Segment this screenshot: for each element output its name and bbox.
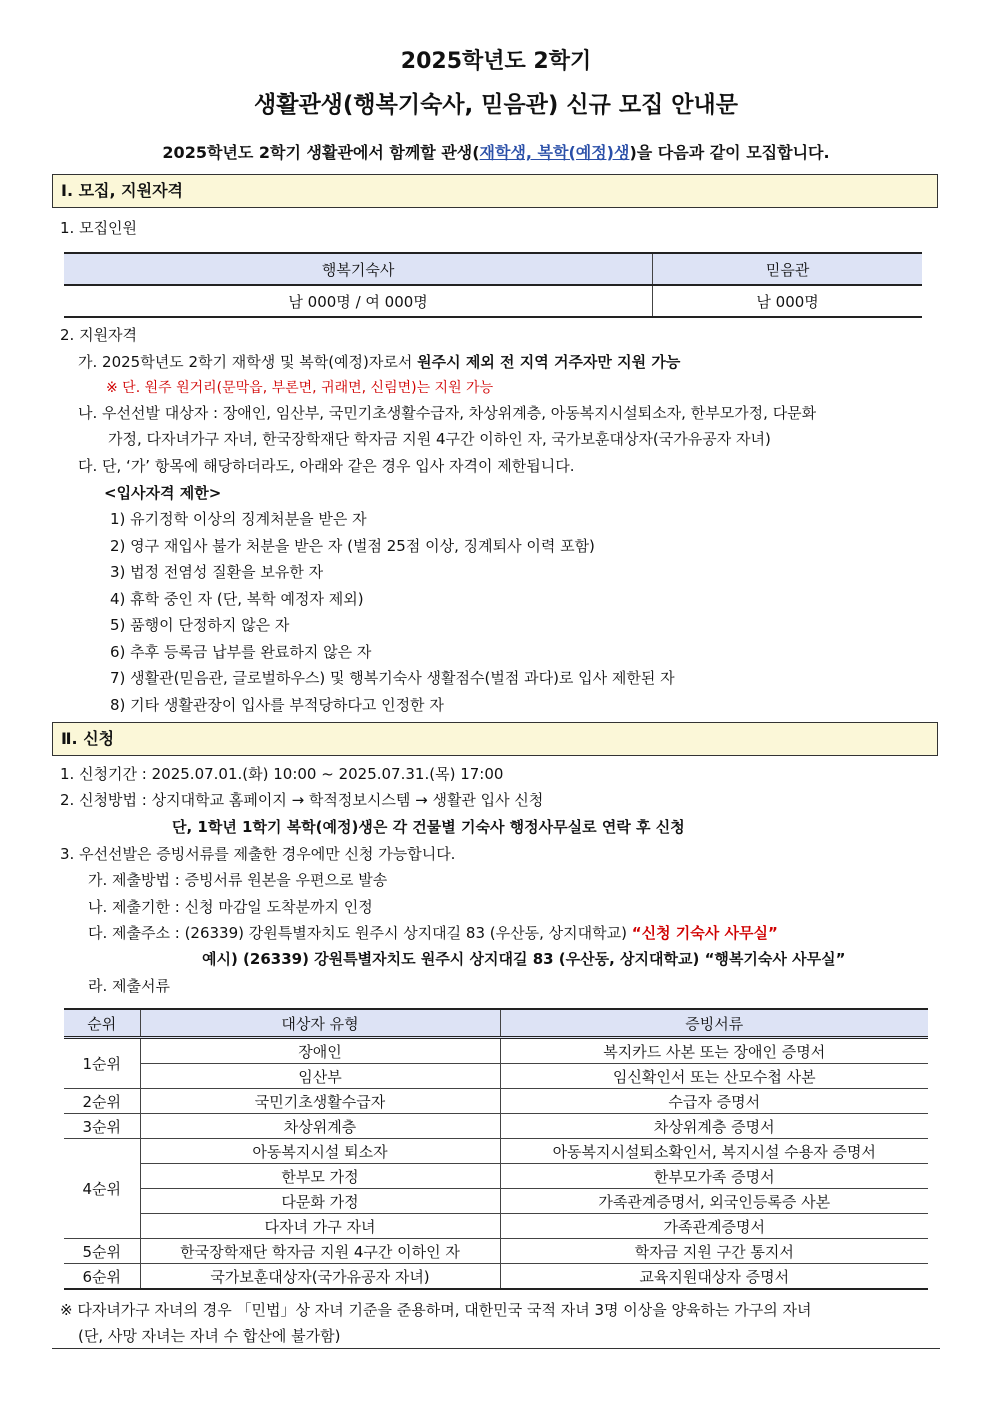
- doc-proof: 아동복지시설퇴소확인서, 복지시설 수용자 증명서: [500, 1139, 928, 1164]
- subtitle-post: )을 다음과 같이 모집합니다.: [629, 143, 830, 162]
- recruit-header-mideum: 믿음관: [653, 253, 922, 285]
- submit-address-text: 다. 제출주소 : (26339) 강원특별자치도 원주시 상지대길 83 (우산동, 상지대학교): [88, 924, 632, 942]
- doc-type: 한부모 가정: [140, 1164, 500, 1189]
- doc-type: 임산부: [140, 1064, 500, 1089]
- apply-period: 1. 신청기간 : 2025.07.01.(화) 10:00 ~ 2025.07.31.(목) 17:00: [60, 765, 504, 783]
- restriction-title: <입사자격 제한>: [104, 484, 222, 502]
- apply-method: 2. 신청방법 : 상지대학교 홈페이지 → 학적정보시스템 → 생활관 입사 신청: [60, 791, 544, 809]
- section1-heading: Ⅰ. 모집, 지원자격: [52, 174, 938, 208]
- doc-rank: 3순위: [64, 1114, 140, 1139]
- recruit-table: [64, 252, 922, 318]
- eligibility-label: 2. 지원자격: [60, 326, 138, 344]
- doc-proof: 가족관계증명서: [500, 1214, 928, 1239]
- document-title: 생활관생(행복기숙사, 믿음관) 신규 모집 안내문: [254, 92, 738, 118]
- recruit-count-label: 1. 모집인원: [60, 219, 138, 237]
- doc-type: 국가보훈대상자(국가유공자 자녀): [140, 1264, 500, 1290]
- eligibility-ga-text: 가. 2025학년도 2학기 재학생 및 복학(예정)자로서: [78, 353, 418, 371]
- doc-type: 아동복지시설 퇴소자: [140, 1139, 500, 1164]
- doc-proof: 차상위계층 증명서: [500, 1114, 928, 1139]
- doc-proof: 복지카드 사본 또는 장애인 증명서: [500, 1038, 928, 1064]
- restriction-item: 7) 생활관(믿음관, 글로벌하우스) 및 행복기숙사 생활점수(벌점 과다)로 입사 제한된 자: [110, 669, 675, 687]
- priority-intro: 3. 우선선발은 증빙서류를 제출한 경우에만 신청 가능합니다.: [60, 845, 456, 863]
- eligibility-da: 다. 단, ‘가’ 항목에 해당하더라도, 아래와 같은 경우 입사 자격이 제한됩니다.: [78, 457, 575, 475]
- doc-proof: 수급자 증명서: [500, 1089, 928, 1114]
- doc-proof: 임신확인서 또는 산모수첩 사본: [500, 1064, 928, 1089]
- doc-type: 한국장학재단 학자금 지원 4구간 이하인 자: [140, 1239, 500, 1264]
- documents-table: [64, 1008, 928, 1290]
- document-title-term: 2025학년도 2학기: [400, 49, 592, 74]
- doc-header-type: 대상자 유형: [140, 1009, 500, 1038]
- submit-address-example: 예시) (26339) 강원특별자치도 원주시 상지대길 83 (우산동, 상지대학교) “행복기숙사 사무실”: [202, 950, 846, 968]
- doc-type: 다문화 가정: [140, 1189, 500, 1214]
- doc-proof: 가족관계증명서, 외국인등록증 사본: [500, 1189, 928, 1214]
- documents-label: 라. 제출서류: [88, 977, 170, 995]
- restriction-item: 3) 법정 전염성 질환을 보유한 자: [110, 563, 324, 581]
- eligibility-ga-bold: 원주시 제외 전 지역 거주자만 지원 가능: [417, 353, 681, 371]
- doc-rank: 2순위: [64, 1089, 140, 1114]
- doc-header-rank: 순위: [64, 1009, 140, 1038]
- restriction-item: 6) 추후 등록금 납부를 완료하지 않은 자: [110, 643, 372, 661]
- eligibility-ga-note: ※ 단. 원주 원거리(문막읍, 부론면, 귀래면, 신림면)는 지원 가능: [106, 380, 494, 396]
- subtitle-highlight: 재학생, 복학(예정)생: [479, 143, 630, 162]
- eligibility-na-line2: 가정, 다자녀가구 자녀, 한국장학재단 학자금 지원 4구간 이하인 자, 국가보훈대상자(국가유공자 자녀): [108, 430, 771, 448]
- doc-rank: 4순위: [64, 1139, 140, 1239]
- subtitle-pre: 2025학년도 2학기 생활관에서 함께할 관생(: [162, 143, 480, 162]
- document-subtitle: [0, 140, 992, 163]
- doc-rank: 5순위: [64, 1239, 140, 1264]
- submit-method: 가. 제출방법 : 증빙서류 원본을 우편으로 발송: [88, 871, 388, 889]
- doc-type: 차상위계층: [140, 1114, 500, 1139]
- footnote-line2: (단, 사망 자녀는 자녀 수 합산에 불가함): [78, 1327, 341, 1345]
- doc-header-proof: 증빙서류: [500, 1009, 928, 1038]
- doc-proof: 학자금 지원 구간 통지서: [500, 1239, 928, 1264]
- restriction-item: 8) 기타 생활관장이 입사를 부적당하다고 인정한 자: [110, 696, 444, 714]
- submit-address: [88, 922, 778, 943]
- doc-type: 장애인: [140, 1038, 500, 1064]
- eligibility-na-line1: 나. 우선선발 대상자 : 장애인, 임산부, 국민기초생활수급자, 차상위계층, 아동복지시설퇴소자, 한부모가정, 다문화: [78, 404, 817, 422]
- eligibility-ga: [78, 351, 680, 372]
- restriction-item: 1) 유기정학 이상의 징계처분을 받은 자: [110, 510, 367, 528]
- submit-address-red: “신청 기숙사 사무실”: [631, 924, 778, 942]
- recruit-header-happy: 행복기숙사: [64, 253, 653, 285]
- doc-proof: 교육지원대상자 증명서: [500, 1264, 928, 1290]
- doc-proof: 한부모가족 증명서: [500, 1164, 928, 1189]
- doc-type: 국민기초생활수급자: [140, 1089, 500, 1114]
- recruit-value-mideum: 남 000명: [653, 285, 922, 317]
- recruit-value-happy: 남 000명 / 여 000명: [64, 285, 653, 317]
- section2-heading: Ⅱ. 신청: [52, 722, 938, 756]
- footnote-line1: ※ 다자녀가구 자녀의 경우 「민법」상 자녀 기준을 준용하며, 대한민국 국적 자녀 3명 이상을 양육하는 가구의 자녀: [60, 1301, 812, 1319]
- restriction-item: 5) 품행이 단정하지 않은 자: [110, 616, 290, 634]
- apply-method-note: 단, 1학년 1학기 복학(예정)생은 각 건물별 기숙사 행정사무실로 연락 후 신청: [172, 818, 685, 836]
- bottom-divider: [52, 1348, 940, 1349]
- restriction-item: 4) 휴학 중인 자 (단, 복학 예정자 제외): [110, 590, 364, 608]
- doc-type: 다자녀 가구 자녀: [140, 1214, 500, 1239]
- doc-rank: 6순위: [64, 1264, 140, 1290]
- doc-rank: 1순위: [64, 1038, 140, 1089]
- submit-deadline: 나. 제출기한 : 신청 마감일 도착분까지 인정: [88, 898, 373, 916]
- restriction-item: 2) 영구 재입사 불가 처분을 받은 자 (벌점 25점 이상, 징계퇴사 이력 포함): [110, 537, 595, 555]
